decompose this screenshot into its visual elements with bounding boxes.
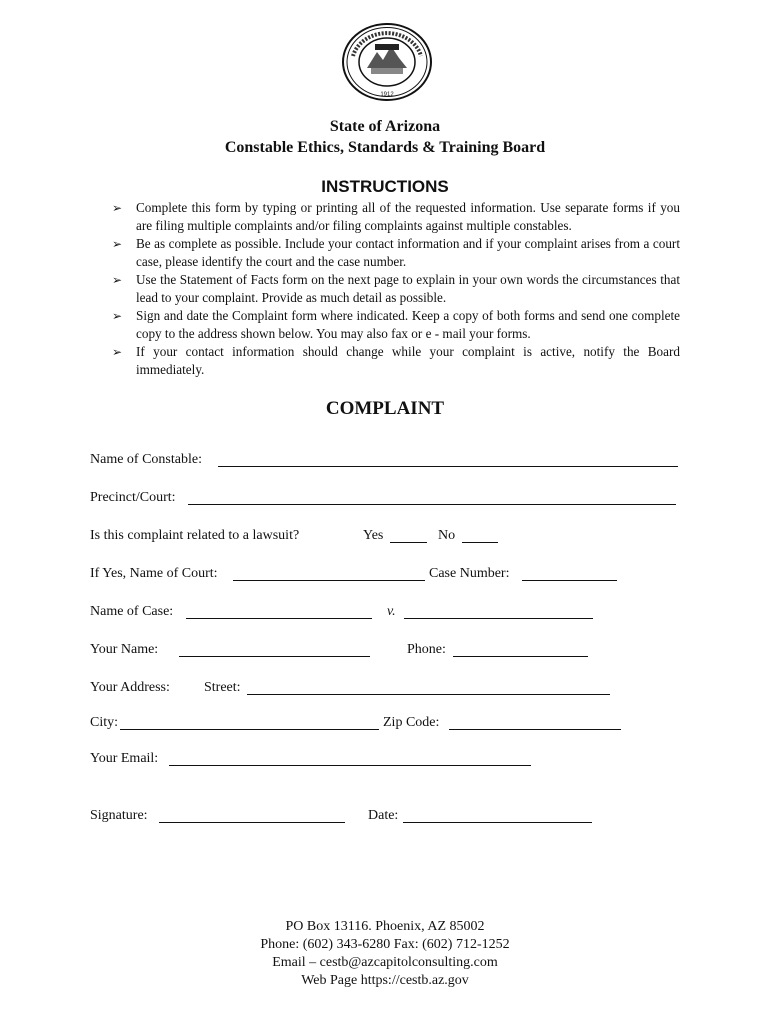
zip-code-field[interactable]	[449, 715, 621, 730]
footer-phone-fax: Phone: (602) 343-6280 Fax: (602) 712-1252	[260, 937, 510, 952]
lawsuit-yes-label: Yes	[363, 528, 384, 543]
state-seal-icon	[341, 22, 433, 102]
your-name-field[interactable]	[179, 642, 370, 657]
svg-text:1912: 1912	[380, 92, 394, 98]
instruction-item: ➢ Complete this form by typing or printing all of the requested information. Use separate forms if you are filing multiple complaints and/or filing complaints against multiple constables.	[112, 200, 680, 233]
constable-name-label: Name of Constable:	[90, 452, 202, 467]
instruction-item: ➢ Sign and date the Complaint form where indicated. Keep a copy of both forms and send one complete copy to the address shown below. You may also fax or e - mail your forms.	[112, 308, 680, 341]
precinct-court-label: Precinct/Court:	[90, 490, 176, 505]
versus-label: v.	[387, 604, 396, 619]
lawsuit-yes-field[interactable]	[390, 528, 427, 543]
instruction-item: ➢ Be as complete as possible. Include your contact information and if your complaint arises from a court case, please identify the court and the case number.	[112, 236, 680, 269]
precinct-court-field[interactable]	[188, 490, 676, 505]
contact-footer	[0, 918, 770, 990]
your-address-label: Your Address:	[90, 680, 170, 695]
signature-field[interactable]	[159, 808, 345, 823]
footer-address: PO Box 13116. Phoenix, AZ 85002	[285, 919, 485, 934]
constable-name-field[interactable]	[218, 452, 678, 467]
arrow-bullet-icon: ➢	[112, 273, 123, 287]
arrow-bullet-icon: ➢	[112, 309, 123, 323]
arrow-bullet-icon: ➢	[112, 345, 123, 359]
instruction-item: ➢ If your contact information should change while your complaint is active, notify the Board immediately.	[112, 344, 680, 377]
lawsuit-no-label: No	[438, 528, 456, 543]
complaint-title: COMPLAINT	[325, 398, 445, 419]
page-title-state: State of Arizona	[329, 118, 441, 135]
case-number-label: Case Number:	[429, 566, 510, 581]
street-label: Street:	[204, 680, 241, 695]
case-name-plaintiff-field[interactable]	[186, 604, 372, 619]
your-email-label: Your Email:	[90, 751, 159, 766]
lawsuit-no-field[interactable]	[462, 528, 498, 543]
signature-label: Signature:	[90, 808, 148, 823]
arrow-bullet-icon: ➢	[112, 201, 123, 215]
instruction-item: ➢ Use the Statement of Facts form on the next page to explain in your own words the circumstances that lead to your complaint. Provide as much detail as possible.	[112, 272, 680, 305]
phone-label: Phone:	[407, 642, 446, 657]
lawsuit-question-label: Is this complaint related to a lawsuit?	[90, 528, 300, 543]
date-field[interactable]	[403, 808, 592, 823]
footer-web: Web Page https://cestb.az.gov	[301, 973, 469, 988]
footer-email: Email – cestb@azcapitolconsulting.com	[272, 955, 498, 970]
page-title-board: Constable Ethics, Standards & Training Board	[224, 139, 546, 156]
case-number-field[interactable]	[522, 566, 617, 581]
date-label: Date:	[368, 808, 399, 823]
court-name-field[interactable]	[233, 566, 425, 581]
phone-field[interactable]	[453, 642, 588, 657]
your-name-label: Your Name:	[90, 642, 159, 657]
court-name-label: If Yes, Name of Court:	[90, 566, 218, 581]
your-email-field[interactable]	[169, 751, 531, 766]
arrow-bullet-icon: ➢	[112, 237, 123, 251]
zip-code-label: Zip Code:	[383, 715, 440, 730]
city-label: City:	[90, 715, 119, 730]
city-field[interactable]	[120, 715, 379, 730]
case-name-defendant-field[interactable]	[404, 604, 593, 619]
street-field[interactable]	[247, 680, 610, 695]
instructions-heading: INSTRUCTIONS	[321, 177, 449, 196]
instructions-list	[110, 199, 680, 379]
case-name-label: Name of Case:	[90, 604, 174, 619]
